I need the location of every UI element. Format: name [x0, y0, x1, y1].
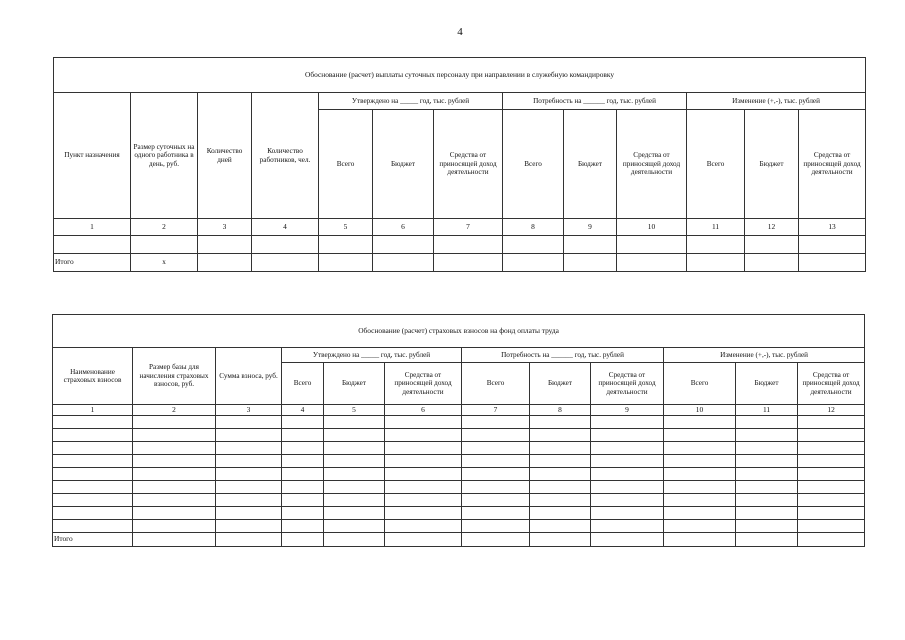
column-number: 4 [252, 219, 319, 236]
page-number: 4 [457, 26, 463, 38]
subheader-income: Средства от приносящей доход деятельности [617, 110, 687, 219]
table-title: Обоснование (расчет) страховых взносов на фонд оплаты труда [53, 315, 865, 348]
column-number: 8 [503, 219, 564, 236]
column-number: 4 [282, 405, 324, 416]
column-number: 12 [798, 405, 865, 416]
daily-allowance-table [53, 57, 866, 272]
total-label: Итого [54, 254, 131, 272]
table-row [54, 236, 866, 254]
column-number: 1 [54, 219, 131, 236]
col-header-change: Изменение (+,-), тыс. рублей [664, 348, 865, 363]
subheader-total: Всего [503, 110, 564, 219]
column-number: 3 [216, 405, 282, 416]
col-header-daily-rate: Размер суточных на одного работника в день, руб. [131, 93, 198, 219]
column-number: 5 [324, 405, 385, 416]
table-row [53, 468, 865, 481]
column-number: 11 [687, 219, 745, 236]
col-header-approved: Утверждено на _____ год, тыс. рублей [282, 348, 462, 363]
column-number: 12 [745, 219, 799, 236]
subheader-income: Средства от приносящей доход деятельности [434, 110, 503, 219]
column-number: 10 [617, 219, 687, 236]
table-row [53, 455, 865, 468]
table-row [53, 481, 865, 494]
col-header-base-size: Размер базы для начисления страховых взносов, руб. [133, 348, 216, 405]
column-number: 6 [385, 405, 462, 416]
col-header-days: Количество дней [198, 93, 252, 219]
subheader-budget: Бюджет [324, 363, 385, 405]
col-header-approved: Утверждено на _____ год, тыс. рублей [319, 93, 503, 110]
column-number: 2 [133, 405, 216, 416]
column-number: 6 [373, 219, 434, 236]
table-title: Обоснование (расчет) выплаты суточных персоналу при направлении в служебную командировку [54, 58, 866, 93]
subheader-budget: Бюджет [736, 363, 798, 405]
col-header-contrib-sum: Сумма взноса, руб. [216, 348, 282, 405]
insurance-contributions-table [52, 314, 865, 547]
subheader-total: Всего [687, 110, 745, 219]
subheader-total: Всего [664, 363, 736, 405]
col-header-destination: Пункт назначения [54, 93, 131, 219]
column-number: 2 [131, 219, 198, 236]
column-number: 5 [319, 219, 373, 236]
table-row [53, 494, 865, 507]
column-number: 7 [434, 219, 503, 236]
subheader-income: Средства от приносящей доход деятельности [385, 363, 462, 405]
column-number: 9 [564, 219, 617, 236]
column-number: 10 [664, 405, 736, 416]
subheader-total: Всего [319, 110, 373, 219]
total-label: Итого [53, 533, 133, 547]
subheader-budget: Бюджет [564, 110, 617, 219]
subheader-budget: Бюджет [530, 363, 591, 405]
total-col2-mark: х [131, 254, 198, 272]
col-header-need: Потребность на ______ год, тыс. рублей [503, 93, 687, 110]
col-header-contrib-name: Наименование страховых взносов [53, 348, 133, 405]
subheader-total: Всего [282, 363, 324, 405]
total-row [54, 254, 866, 272]
column-number: 7 [462, 405, 530, 416]
total-row [53, 533, 865, 547]
subheader-income: Средства от приносящей доход деятельности [799, 110, 866, 219]
column-number: 13 [799, 219, 866, 236]
subheader-total: Всего [462, 363, 530, 405]
subheader-income: Средства от приносящей доход деятельности [798, 363, 865, 405]
column-number: 11 [736, 405, 798, 416]
table-row [53, 429, 865, 442]
column-number: 1 [53, 405, 133, 416]
table-row [53, 507, 865, 520]
subheader-budget: Бюджет [373, 110, 434, 219]
table-row [53, 416, 865, 429]
column-number: 3 [198, 219, 252, 236]
subheader-budget: Бюджет [745, 110, 799, 219]
table-row [53, 520, 865, 533]
column-number: 8 [530, 405, 591, 416]
col-header-workers: Количество работников, чел. [252, 93, 319, 219]
col-header-need: Потребность на ______ год, тыс. рублей [462, 348, 664, 363]
column-number: 9 [591, 405, 664, 416]
subheader-income: Средства от приносящей доход деятельности [591, 363, 664, 405]
col-header-change: Изменение (+,-), тыс. рублей [687, 93, 866, 110]
table-row [53, 442, 865, 455]
